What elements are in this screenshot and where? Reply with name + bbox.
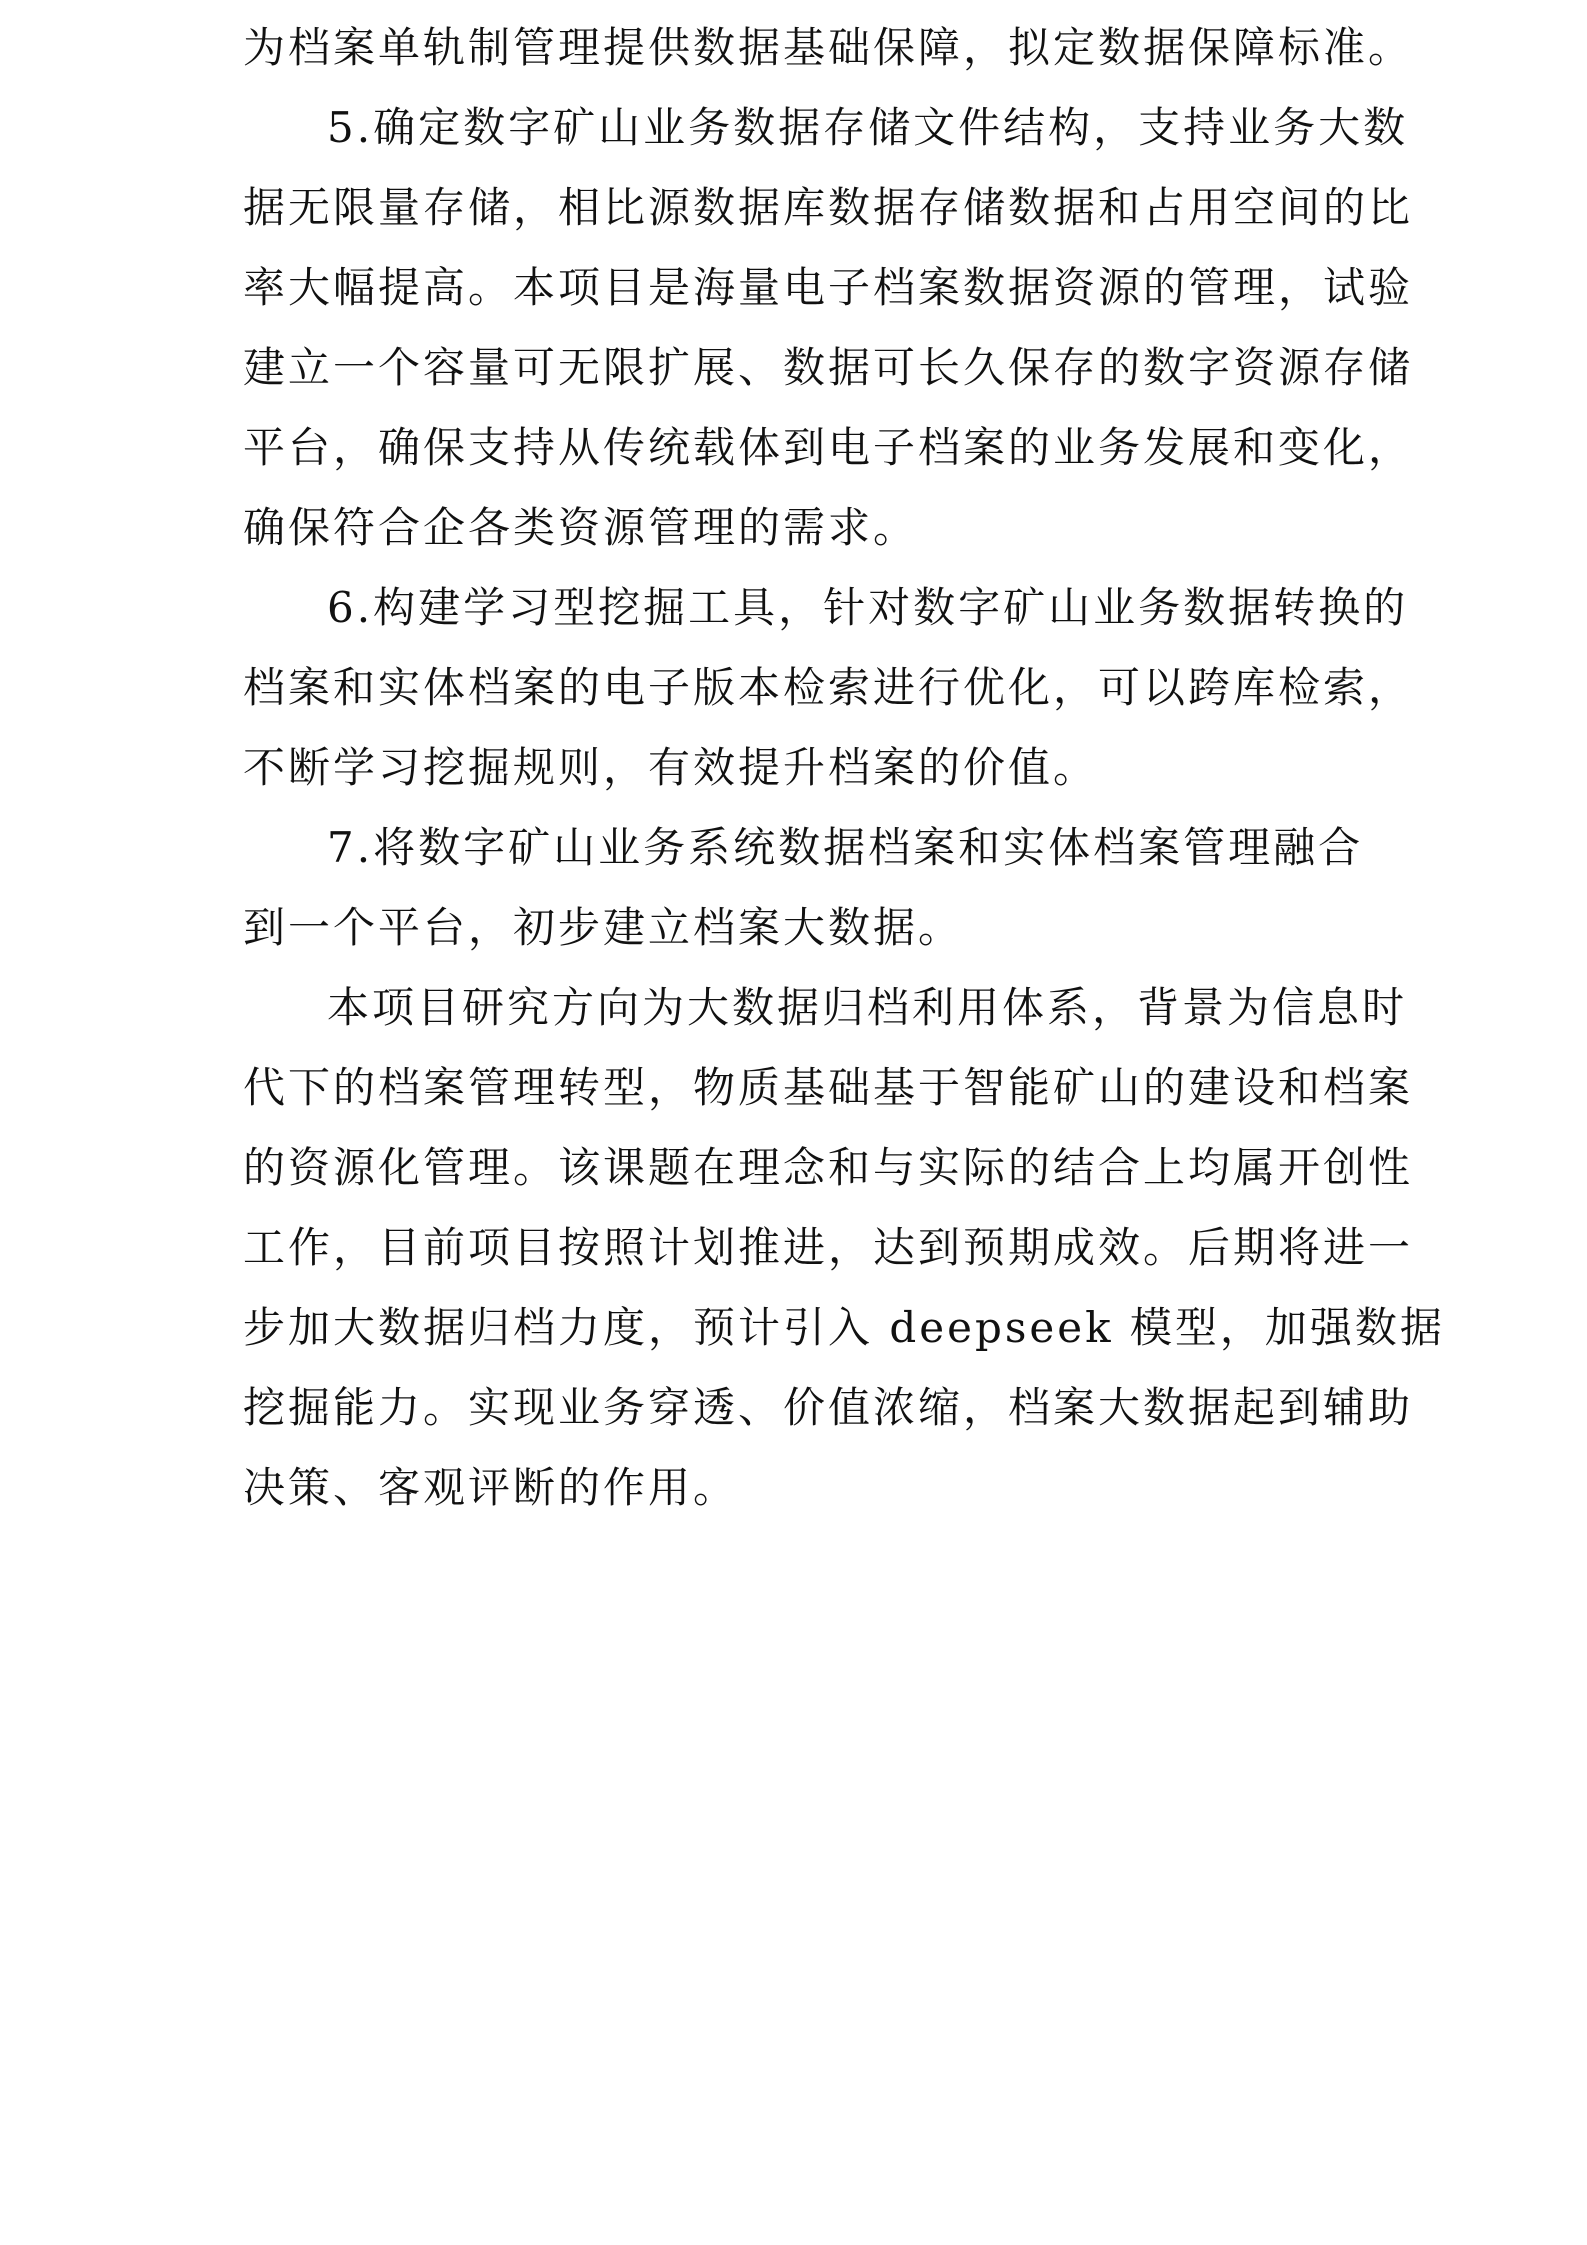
- summary-paragraph-first-line: 本项目研究方向为大数据归档利用体系，背景为信息时: [327, 983, 1408, 1032]
- text-line: 确保符合企各类资源管理的需求。: [243, 503, 919, 552]
- paragraph-7-first-line: 7.将数字矿山业务系统数据档案和实体档案管理融合: [327, 823, 1364, 872]
- text-line: 档案和实体档案的电子版本检索进行优化，可以跨库检索，: [243, 663, 1414, 712]
- text-line: 的资源化管理。该课题在理念和与实际的结合上均属开创性: [243, 1143, 1414, 1192]
- paragraph-5-first-line: 5.确定数字矿山业务数据存储文件结构，支持业务大数: [327, 103, 1409, 152]
- paragraph-6-first-line: 6.构建学习型挖掘工具，针对数字矿山业务数据转换的: [327, 583, 1409, 632]
- text-line: 据无限量存储，相比源数据库数据存储数据和占用空间的比: [243, 183, 1414, 232]
- text-line: 不断学习挖掘规则，有效提升档案的价值。: [243, 743, 1099, 792]
- text-line: 步加大数据归档力度，预计引入 deepseek 模型，加强数据: [243, 1303, 1445, 1352]
- text-line: 建立一个容量可无限扩展、数据可长久保存的数字资源存储: [243, 343, 1414, 392]
- text-line: 平台，确保支持从传统载体到电子档案的业务发展和变化，: [243, 423, 1414, 472]
- text-line: 率大幅提高。本项目是海量电子档案数据资源的管理，试验: [243, 263, 1414, 312]
- text-line: 工作，目前项目按照计划推进，达到预期成效。后期将进一: [243, 1223, 1414, 1272]
- text-line: 为档案单轨制管理提供数据基础保障，拟定数据保障标准。: [243, 23, 1414, 72]
- text-line: 决策、客观评断的作用。: [243, 1463, 739, 1512]
- text-line: 代下的档案管理转型，物质基础基于智能矿山的建设和档案: [243, 1063, 1414, 1112]
- text-line: 挖掘能力。实现业务穿透、价值浓缩，档案大数据起到辅助: [243, 1383, 1414, 1432]
- text-line: 到一个平台，初步建立档案大数据。: [243, 903, 964, 952]
